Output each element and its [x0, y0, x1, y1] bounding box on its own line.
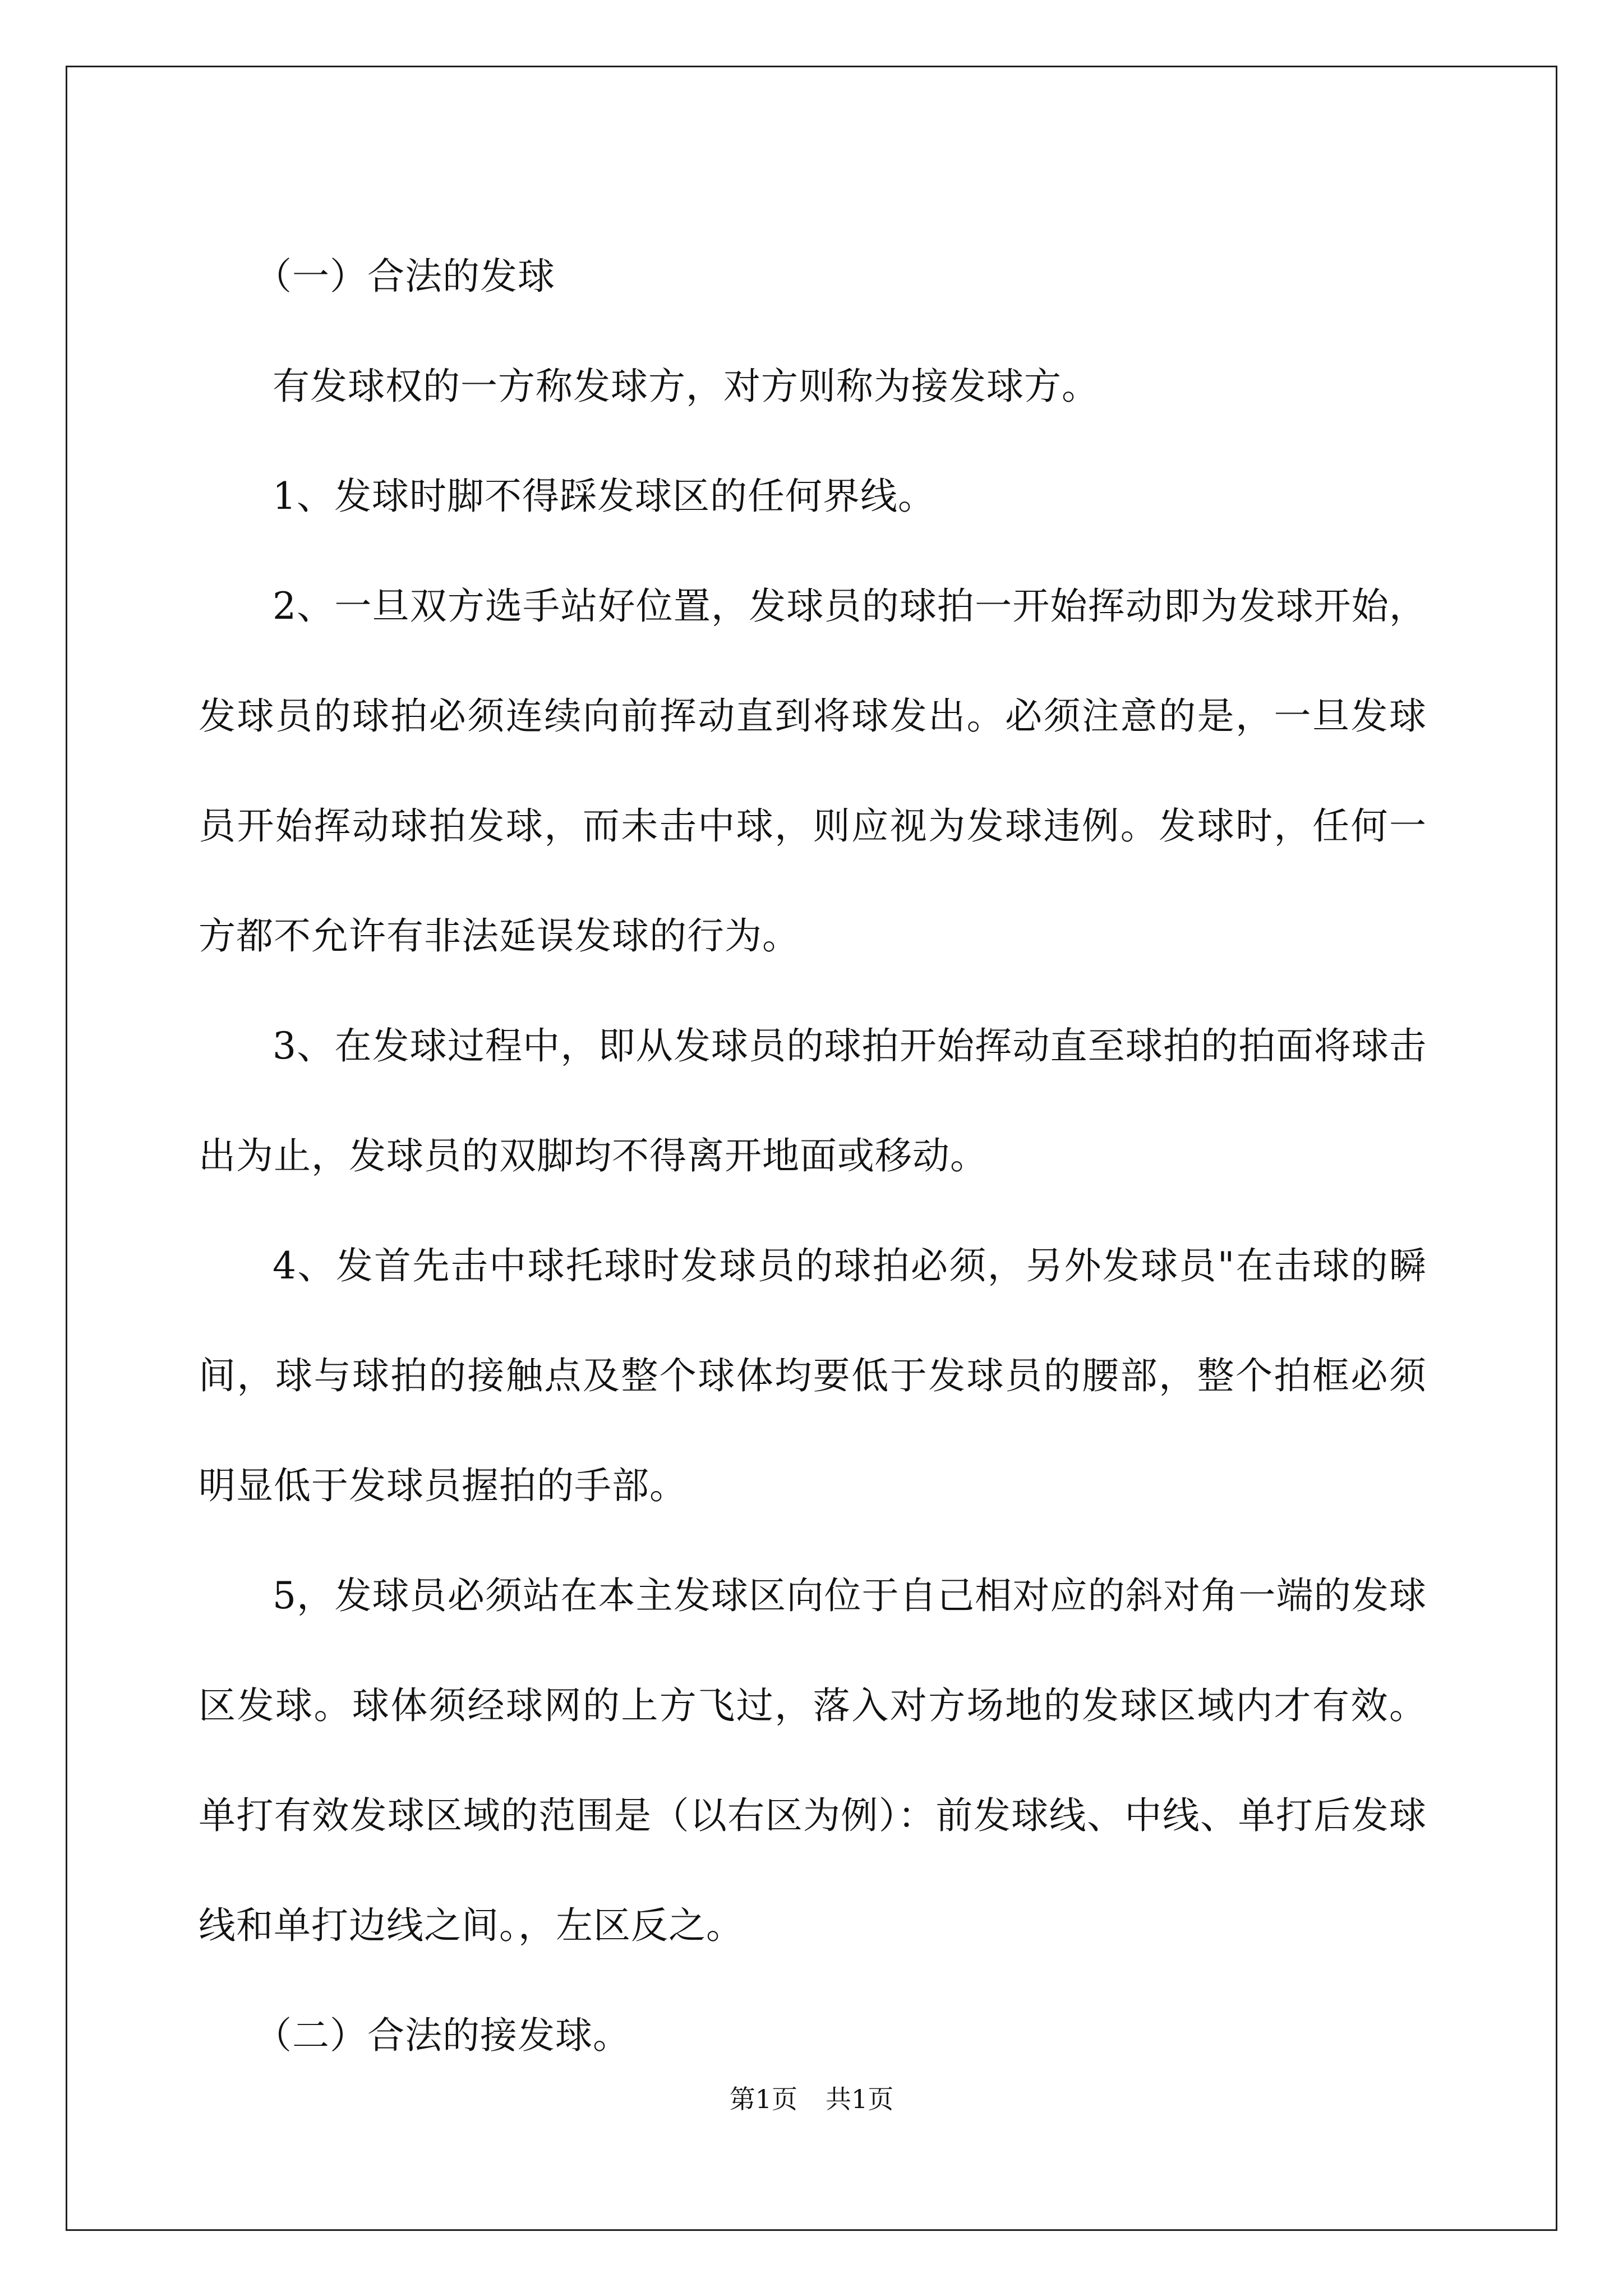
page-total: 共1页 — [826, 2084, 894, 2114]
document-body — [199, 222, 1427, 2091]
page-footer — [0, 2082, 1623, 2116]
paragraph-intro: 有发球权的一方称发球方，对方则称为接发球方。 — [273, 365, 1099, 408]
section-heading-1: （一）合法的发球 — [255, 255, 555, 298]
section-heading-2: （二）合法的接发球。 — [255, 2014, 630, 2057]
paragraph-rule-4: 4、发首先击中球托球时发球员的球拍必须，另外发球员"在击球的瞬间，球与球拍的接触点及整个球体均要低于发球员的腰部，整个拍框必须明显低于发球员握拍的手部。 — [199, 1244, 1427, 1507]
paragraph-rule-3: 3、在发球过程中，即从发球员的球拍开始挥动直至球拍的拍面将球击出为止，发球员的双脚均不得离开地面或移动。 — [199, 1024, 1427, 1177]
paragraph-rule-5: 5，发球员必须站在本主发球区向位于自己相对应的斜对角一端的发球区发球。球体须经球网的上方飞过，落入对方场地的发球区域内才有效。单打有效发球区域的范围是（以右区为例）：前发球线、中线、单打后发球线和单打边线之间。，左区反之。 — [199, 1574, 1427, 1947]
page-number: 第1页 — [729, 2084, 797, 2114]
paragraph-rule-1: 1、发球时脚不得踩发球区的任何界线。 — [273, 475, 935, 518]
paragraph-rule-2: 2、一旦双方选手站好位置，发球员的球拍一开始挥动即为发球开始，发球员的球拍必须连续向前挥动直到将球发出。必须注意的是，一旦发球员开始挥动球拍发球，而未击中球，则应视为发球违例。发球时，任何一方都不允许有非法延误发球的行为。 — [199, 585, 1427, 958]
